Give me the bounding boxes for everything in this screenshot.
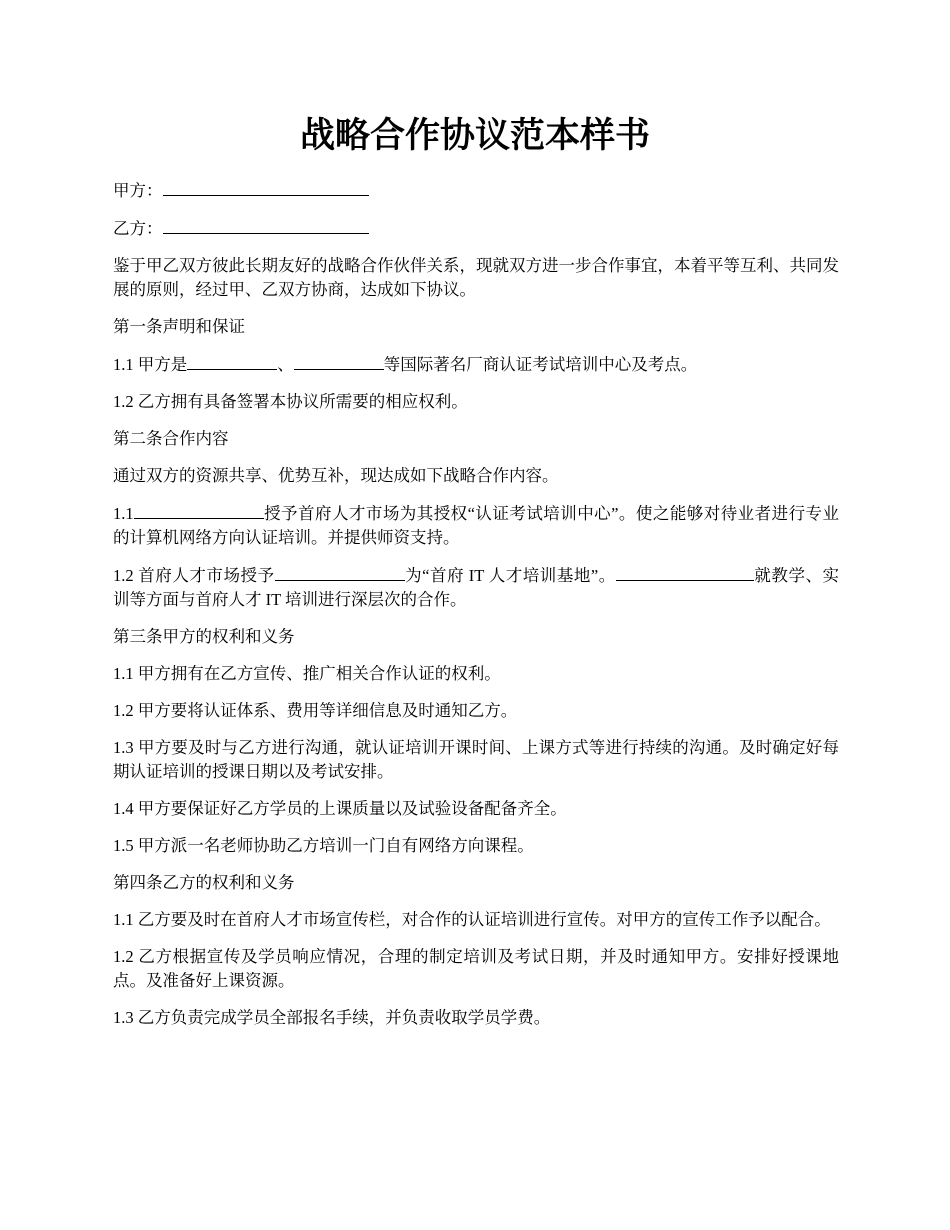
- article2-item2: [113, 563, 839, 612]
- blank-field: [134, 501, 264, 519]
- article4-heading: 第四条乙方的权利和义务: [113, 873, 295, 892]
- article2-intro: 通过双方的资源共享、优势互补，现达成如下战略合作内容。: [113, 466, 559, 485]
- article3-heading: 第三条甲方的权利和义务: [113, 627, 295, 646]
- intro-paragraph: 鉴于甲乙双方彼此长期友好的战略合作伙伴关系，现就双方进一步合作事宜，本着平等互利、共同发展的原则，经过甲、乙双方协商，达成如下协议。: [113, 256, 839, 299]
- article1-item2: 1.2 乙方拥有具备签署本协议所需要的相应权利。: [113, 392, 468, 411]
- article3-item: 1.2 甲方要将认证体系、费用等详细信息及时通知乙方。: [113, 701, 518, 720]
- blank-field: [294, 352, 384, 370]
- blank-field: [275, 563, 405, 581]
- document-title: 战略合作协议范本样书: [299, 116, 650, 155]
- article1-item1: [113, 352, 839, 377]
- article4-item: 1.2 乙方根据宣传及学员响应情况，合理的制定培训及考试日期，并及时通知甲方。安排好授课地点。及准备好上课资源。: [113, 947, 839, 990]
- article2-item1-suffix: 授予首府人才市场为其授权“认证考试培训中心”。使之能够对待业者进行专业的计算机网络方向认证培训。并提供师资支持。: [113, 504, 839, 547]
- article4-item: 1.1 乙方要及时在首府人才市场宣传栏，对合作的认证培训进行宣传。对甲方的宣传工作予以配合。: [113, 910, 831, 929]
- article1-heading: 第一条声明和保证: [113, 317, 245, 336]
- blank-field: [187, 352, 277, 370]
- party-a-line: [113, 178, 839, 203]
- article3-item: 1.3 甲方要及时与乙方进行沟通，就认证培训开课时间、上课方式等进行持续的沟通。及时确定好每期认证培训的授课日期以及考试安排。: [113, 738, 839, 781]
- document-body: [113, 178, 839, 1043]
- party-a-label: 甲方：: [113, 181, 163, 200]
- article3-item: 1.4 甲方要保证好乙方学员的上课质量以及试验设备配备齐全。: [113, 799, 567, 818]
- article2-item1-prefix: 1.1: [113, 504, 134, 523]
- article4-item: 1.3 乙方负责完成学员全部报名手续，并负责收取学员学费。: [113, 1008, 551, 1027]
- article1-item1-prefix: 1.1 甲方是: [113, 355, 188, 374]
- party-b-label: 乙方：: [113, 219, 163, 238]
- party-b-line: [113, 216, 839, 241]
- article2-heading: 第二条合作内容: [113, 429, 229, 448]
- article2-item2-mid: 为“首府 IT 人才培训基地”。: [404, 566, 616, 585]
- article3-item: 1.5 甲方派一名老师协助乙方培训一门自有网络方向课程。: [113, 836, 534, 855]
- article3-item: 1.1 甲方拥有在乙方宣传、推广相关合作认证的权利。: [113, 664, 501, 683]
- article1-item1-suffix: 等国际著名厂商认证考试培训中心及考点。: [383, 355, 698, 374]
- article2-item2-prefix: 1.2 首府人才市场授予: [113, 566, 275, 585]
- article2-item2-suffix: 就教学、实训等方面与首府人才 IT 培训进行深层次的合作。: [113, 566, 840, 609]
- party-b-blank: [163, 216, 369, 234]
- article1-item1-sep: 、: [277, 355, 294, 374]
- party-a-blank: [163, 178, 369, 196]
- article2-item1: [113, 501, 839, 550]
- blank-field: [616, 563, 754, 581]
